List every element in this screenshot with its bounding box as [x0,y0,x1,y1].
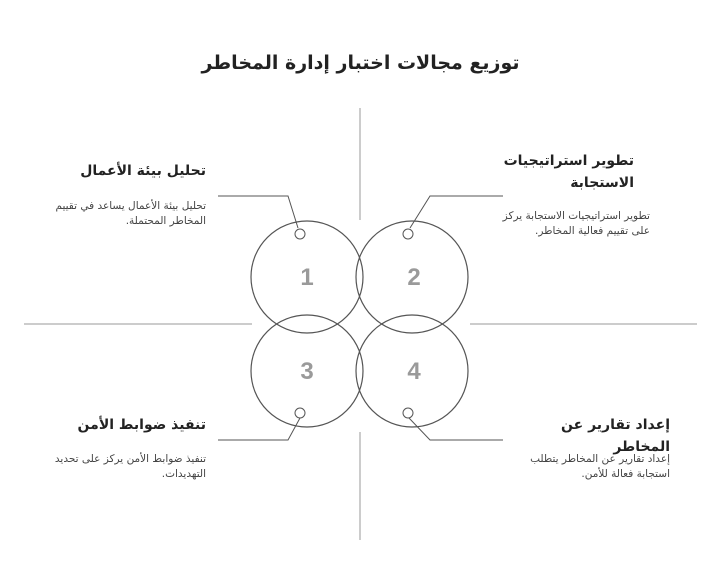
quadrant-description-1: تحليل بيئة الأعمال يساعد في تقييم المخاطر المحتملة. [55,200,206,227]
connector-dot-4 [403,408,413,418]
quadrant-number-4: 4 [407,358,421,385]
connector-3 [218,418,300,440]
quadrant-description-2: تطوير استراتيجيات الاستجابة يركز على تقييم فعالية المخاطر. [502,210,650,237]
connector-2 [410,196,503,228]
connector-dot-3 [295,408,305,418]
quadrant-number-1: 1 [300,264,314,291]
quadrant-heading-2: تطوير استراتيجيات الاستجابة [503,153,634,191]
connector-1 [218,196,298,228]
connector-dot-1 [295,229,305,239]
quadrant-description-4: إعداد تقارير عن المخاطر يتطلب استجابة فعالة للأمن. [530,453,670,480]
diagram-title: توزيع مجالات اختبار إدارة المخاطر [201,52,520,74]
connector-dot-2 [403,229,413,239]
quadrant-heading-1: تحليل بيئة الأعمال [80,163,206,179]
quadrant-number-3: 3 [300,358,314,385]
quadrant-heading-3: تنفيذ ضوابط الأمن [77,417,206,433]
connector-4 [409,418,503,440]
quadrant-number-2: 2 [407,264,421,291]
quadrant-description-3: تنفيذ ضوابط الأمن يركز على تحديد التهديدات. [54,453,206,480]
quadrant-heading-4: إعداد تقارير عن المخاطر [561,417,670,455]
